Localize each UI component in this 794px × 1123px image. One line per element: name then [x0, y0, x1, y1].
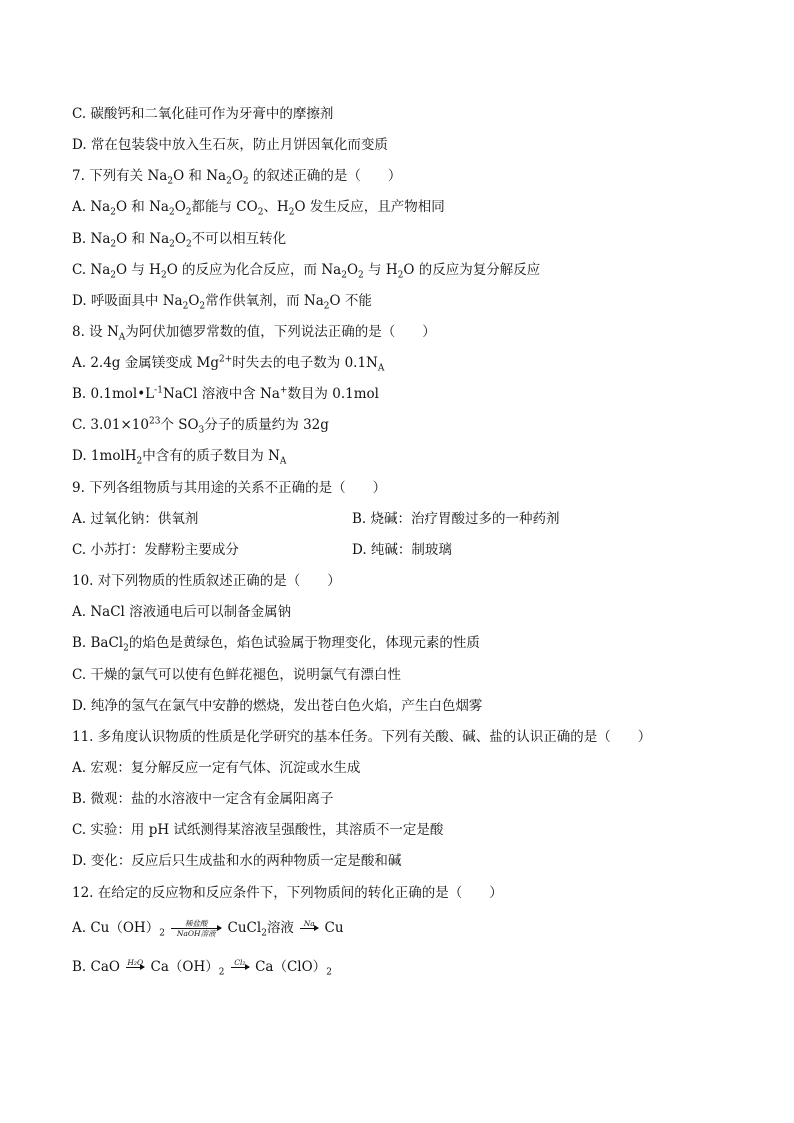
question-11: 11. 多角度认识物质的性质是化学研究的基本任务。下列有关酸、碱、盐的认识正确的是（ ）: [72, 729, 652, 745]
question-12: 12. 在给定的反应物和反应条件下，下列物质间的转化正确的是（ ）: [72, 885, 503, 901]
line-c-calcium-carbonate: C. 碳酸钙和二氧化硅可作为牙膏中的摩擦剂: [72, 106, 334, 122]
question-10-option-d: D. 纯净的氢气在氯气中安静的燃烧，发出苍白色火焰，产生白色烟雾: [72, 698, 483, 714]
question-7-option-b: B. $Na_2O$ 和 $Na_2O_2$不可以相互转化: [72, 231, 287, 250]
question-8-option-d: D. 1molH$_2$中含有的质子数目为 $N_A$: [72, 448, 287, 467]
question-8-option-a: A. 2.4g 金属镁变成 $Mg^{2+}$时失去的电子数为 $0.1N_A$: [72, 354, 385, 374]
question-11-option-b: B. 微观：盐的水溶液中一定含有金属阳离子: [72, 791, 334, 807]
reaction-arrow: 稀盐酸 NaOH溶液: [171, 919, 221, 938]
question-10: 10. 对下列物质的性质叙述正确的是（ ）: [72, 573, 341, 589]
question-7: 7. 下列有关 $Na_2O$ 和 $Na_2O_2$ 的叙述正确的是（ ）: [72, 168, 402, 187]
question-11-option-d: D. 变化：反应后只生成盐和水的两种物质一定是酸和碱: [72, 853, 402, 869]
question-10-option-a: A. NaCl 溶液通电后可以制备金属钠: [72, 604, 292, 620]
question-7-option-a: A. $Na_2O$ 和 $Na_2O_2$都能与 $CO_2$、$H_2O$ 发生反应，且产物相同: [72, 199, 445, 218]
reaction-arrow: Cl₂: [231, 958, 249, 968]
reaction-arrow: H₂O: [127, 958, 144, 967]
question-7-option-c: C. $Na_2O$ 与 $H_2O$ 的反应为化合反应，而 $Na_2O_2$ 与 $H_2O$ 的反应为复分解反应: [72, 262, 541, 281]
question-7-option-d: D. 呼吸面具中 $Na_2O_2$常作供氧剂，而 $Na_2O$ 不能: [72, 293, 372, 312]
question-9: 9. 下列各组物质与其用途的关系不正确的是（ ）: [72, 480, 387, 496]
line-d-quicklime: D. 常在包装袋中放入生石灰，防止月饼因氧化而变质: [72, 137, 388, 153]
question-12-option-a: A. $Cu(OH)_2$ 稀盐酸 NaOH溶液 CuCl$_2$溶液 Na Cu: [72, 919, 344, 939]
question-8-option-c: C. $3.01\times 10^{23}$个 $SO_3$分子的质量约为 32g: [72, 416, 329, 436]
question-8-option-b: B. $0.1mol•L^{-1}NaCl$ 溶液中含 Na+数目为 0.1mol: [72, 385, 379, 402]
question-10-option-c: C. 干燥的氯气可以使有色鲜花褪色，说明氯气有漂白性: [72, 667, 401, 683]
question-8: 8. 设 $N_A$为阿伏加德罗常数的值，下列说法正确的是（ ）: [72, 324, 436, 343]
question-11-option-a: A. 宏观：复分解反应一定有气体、沉淀或水生成: [72, 760, 361, 776]
reaction-arrow: Na: [300, 919, 318, 929]
question-12-option-b: B. CaO H₂O $Ca(OH)_2$ Cl₂ $Ca(ClO)_2$: [72, 958, 332, 978]
question-11-option-c: C. 实验：用 pH 试纸测得某溶液呈强酸性，其溶质不一定是酸: [72, 822, 444, 838]
question-9-row-2: C. 小苏打：发酵粉主要成分 D. 纯碱：制玻璃: [72, 542, 452, 558]
question-10-option-b: B. BaCl$_2$的焰色是黄绿色，焰色试验属于物理变化，体现元素的性质: [72, 635, 480, 654]
question-9-row-1: A. 过氧化钠：供氧剂 B. 烧碱：治疗胃酸过多的一种药剂: [72, 511, 560, 527]
